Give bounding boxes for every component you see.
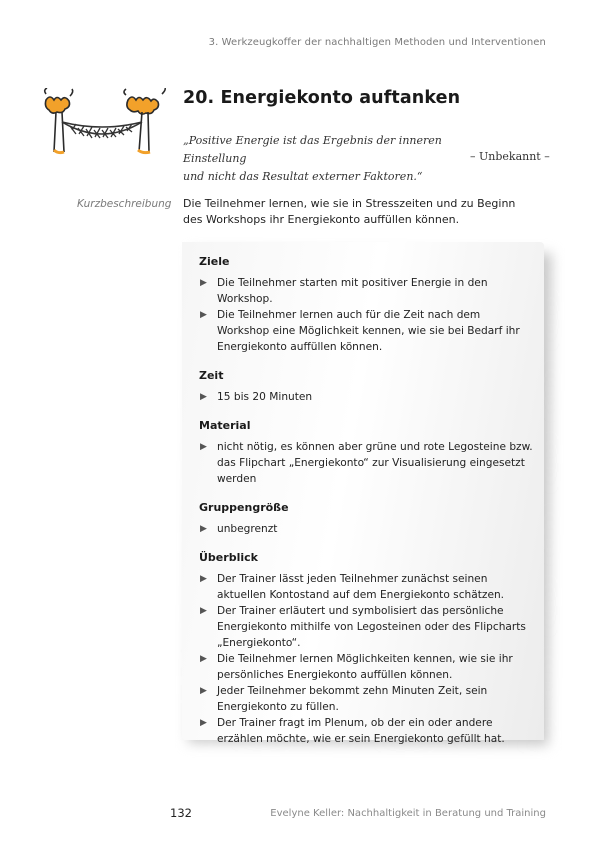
hammock-net-icon <box>62 122 142 138</box>
section-heading: Ziele <box>199 255 230 268</box>
section-gruppengr-e <box>199 501 534 537</box>
section-heading: Material <box>199 419 251 432</box>
tree-left-icon <box>45 88 73 153</box>
bullet-list <box>199 439 534 487</box>
footer-citation: Evelyne Keller: Nachhaltigkeit in Beratung und Training <box>270 808 546 819</box>
card-content <box>199 255 534 761</box>
list-item-text: Die Teilnehmer lernen auch für die Zeit nach dem Workshop eine Möglichkeit kennen, wie sie bei Bedarf ihr Energiekonto auffüllen können. <box>217 309 520 353</box>
list-item-text: Der Trainer lässt jeden Teilnehmer zunächst seinen aktuellen Kontostand auf dem Energiekonto schätzen. <box>217 573 505 601</box>
bullet-list <box>199 521 534 537</box>
list-item <box>199 571 534 603</box>
quote <box>183 132 473 186</box>
list-item-text: 15 bis 20 Minuten <box>217 391 313 403</box>
bullet-list <box>199 275 534 355</box>
quote-line-2: und nicht das Resultat externer Faktoren.“ <box>183 170 423 183</box>
list-item <box>199 521 534 537</box>
bullet-arrow-icon: ▶ <box>200 278 207 288</box>
list-item <box>199 389 534 405</box>
list-item <box>199 603 534 651</box>
section-heading: Überblick <box>199 551 258 564</box>
section-heading: Zeit <box>199 369 224 382</box>
tree-right-icon <box>124 88 165 153</box>
section-heading: Gruppengröße <box>199 501 289 514</box>
hammock-illustration <box>40 88 180 158</box>
page-number: 132 <box>170 806 192 820</box>
list-item <box>199 651 534 683</box>
bullet-list <box>199 389 534 405</box>
section--berblick <box>199 551 534 747</box>
list-item-text: unbegrenzt <box>217 523 278 535</box>
bullet-arrow-icon: ▶ <box>200 310 207 320</box>
bullet-arrow-icon: ▶ <box>200 524 207 534</box>
bullet-arrow-icon: ▶ <box>200 686 207 696</box>
page-title: 20. Energiekonto auftanken <box>183 88 461 108</box>
quote-author: – Unbekannt – <box>470 150 550 163</box>
list-item <box>199 275 534 307</box>
list-item-text: nicht nötig, es können aber grüne und rote Legosteine bzw. das Flipchart „Energiekonto“ zur Visualisierung eingesetzt werden <box>217 441 533 485</box>
list-item <box>199 439 534 487</box>
list-item-text: Der Trainer fragt im Plenum, ob der ein oder andere erzählen möchte, wie er sein Energiekonto gefüllt hat. <box>217 717 505 745</box>
section-zeit <box>199 369 534 405</box>
bullet-arrow-icon: ▶ <box>200 606 207 616</box>
list-item <box>199 683 534 715</box>
running-head: 3. Werkzeugkoffer der nachhaltigen Methoden und Interventionen <box>208 37 546 48</box>
section-ziele <box>199 255 534 355</box>
bullet-arrow-icon: ▶ <box>200 718 207 728</box>
list-item <box>199 307 534 355</box>
bullet-list <box>199 571 534 747</box>
list-item-text: Die Teilnehmer starten mit positiver Energie in den Workshop. <box>217 277 488 305</box>
bullet-arrow-icon: ▶ <box>200 392 207 402</box>
list-item-text: Die Teilnehmer lernen Möglichkeiten kennen, wie sie ihr persönliches Energiekonto auffüllen können. <box>217 653 513 681</box>
bullet-arrow-icon: ▶ <box>200 654 207 664</box>
quote-line-1: „Positive Energie ist das Ergebnis der inneren Einstellung <box>183 134 442 165</box>
list-item-text: Der Trainer erläutert und symbolisiert das persönliche Energiekonto mithilfe von Legosteinen oder des Flipcharts „Energiekonto“. <box>217 605 526 649</box>
list-item <box>199 715 534 747</box>
list-item-text: Jeder Teilnehmer bekommt zehn Minuten Zeit, sein Energiekonto zu füllen. <box>217 685 488 713</box>
bullet-arrow-icon: ▶ <box>200 442 207 452</box>
intro-text: Die Teilnehmer lernen, wie sie in Stresszeiten und zu Beginn des Workshops ihr Energiekonto auffüllen können. <box>183 197 516 226</box>
section-material <box>199 419 534 487</box>
bullet-arrow-icon: ▶ <box>200 574 207 584</box>
side-label: Kurzbeschreibung <box>77 198 172 210</box>
